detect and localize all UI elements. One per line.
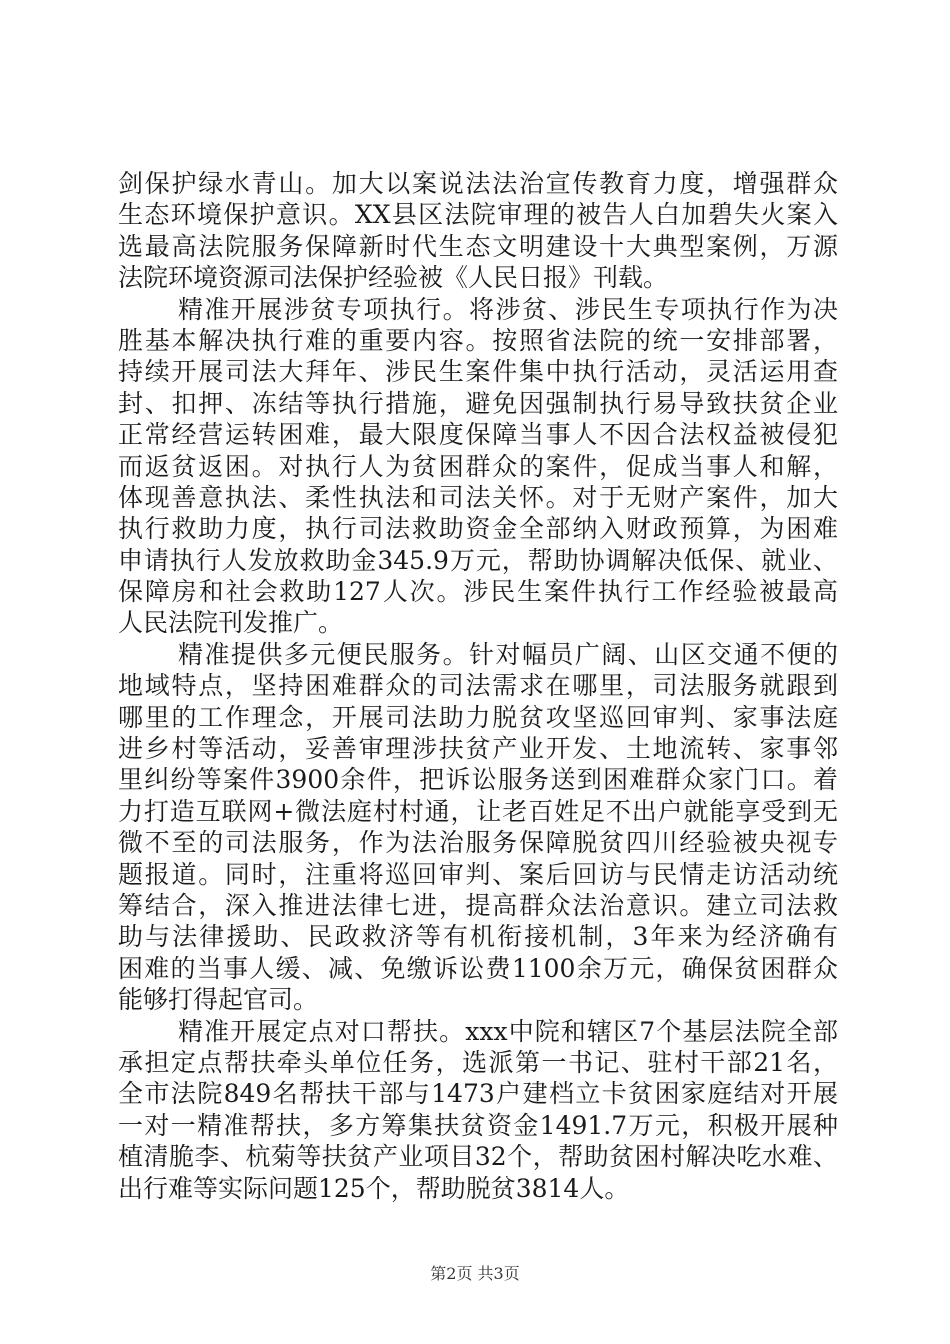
paragraph-line: 选最高法院服务保障新时代生态文明建设十大典型案例，万源 <box>118 231 838 261</box>
paragraph-line: 精准开展涉贫专项执行。将涉贫、涉民生专项执行作为决 <box>178 294 838 324</box>
page-number-footer: 第2页 共3页 <box>430 1264 520 1283</box>
paragraph-line: 出行难等实际问题125个，帮助脱贫3814人。 <box>118 1173 630 1203</box>
paragraph-line: 而返贫返困。对执行人为贫困群众的案件，促成当事人和解， <box>118 451 838 481</box>
paragraph-line: 哪里的工作理念，开展司法助力脱贫攻坚巡回审判、家事法庭 <box>118 702 838 732</box>
paragraph-line: 进乡村等活动，妥善审理涉扶贫产业开发、土地流转、家事邻 <box>118 734 838 764</box>
paragraph-line: 封、扣押、冻结等执行措施，避免因强制执行易导致扶贫企业 <box>118 388 838 418</box>
paragraph-line: 精准开展定点对口帮扶。xxx中院和辖区7个基层法院全部 <box>178 1016 838 1046</box>
paragraph-line: 困难的当事人缓、减、免缴诉讼费1100余万元，确保贫困群众 <box>118 953 838 983</box>
paragraph-line: 剑保护绿水青山。加大以案说法法治宣传教育力度，增强群众 <box>118 169 838 198</box>
paragraph-line: 正常经营运转困难，最大限度保障当事人不因合法权益被侵犯 <box>118 420 838 450</box>
paragraph-line: 保障房和社会救助127人次。涉民生案件执行工作经验被最高 <box>118 577 838 607</box>
paragraph-line: 能够打得起官司。 <box>118 985 319 1015</box>
paragraph-line: 法院环境资源司法保护经验被《人民日报》刊载。 <box>118 263 669 293</box>
paragraph-line: 执行救助力度，执行司法救助资金全部纳入财政预算，为困难 <box>118 514 838 544</box>
paragraph-line: 精准提供多元便民服务。针对幅员广阔、山区交通不便的 <box>178 639 838 669</box>
paragraph-line: 申请执行人发放救助金345.9万元，帮助协调解决低保、就业、 <box>118 545 838 575</box>
paragraph-line: 一对一精准帮扶，多方筹集扶贫资金1491.7万元，积极开展种 <box>118 1110 838 1140</box>
paragraph-line: 生态环境保护意识。XX县区法院审理的被告人白加碧失火案入 <box>118 200 838 230</box>
document-body <box>118 168 838 1204</box>
paragraph-line: 题报道。同时，注重将巡回审判、案后回访与民情走访活动统 <box>118 859 838 889</box>
paragraph-line: 力打造互联网+微法庭村村通，让老百姓足不出户就能享受到无 <box>118 796 838 826</box>
paragraph-line: 助与法律援助、民政救济等有机衔接机制，3年来为经济确有 <box>118 922 838 952</box>
paragraph-line: 里纠纷等案件3900余件，把诉讼服务送到困难群众家门口。着 <box>118 765 838 795</box>
paragraph-line: 人民法院刊发推广。 <box>118 608 344 638</box>
paragraph-line: 微不至的司法服务，作为法治服务保障脱贫四川经验被央视专 <box>118 828 838 858</box>
paragraph-line: 筹结合，深入推进法律七进，提高群众法治意识。建立司法救 <box>118 890 838 920</box>
paragraph-line: 全市法院849名帮扶干部与1473户建档立卡贫困家庭结对开展 <box>118 1079 838 1109</box>
paragraph-line: 地域特点，坚持困难群众的司法需求在哪里，司法服务就跟到 <box>118 671 838 701</box>
paragraph-line: 持续开展司法大拜年、涉民生案件集中执行活动，灵活运用查 <box>118 357 838 387</box>
paragraph-line: 承担定点帮扶牵头单位任务，选派第一书记、驻村干部21名， <box>118 1047 838 1077</box>
paragraph-line: 体现善意执法、柔性执法和司法关怀。对于无财产案件，加大 <box>118 482 838 512</box>
paragraph-line: 胜基本解决执行难的重要内容。按照省法院的统一安排部署， <box>118 325 838 355</box>
paragraph-line: 植清脆李、杭菊等扶贫产业项目32个，帮助贫困村解决吃水难、 <box>118 1142 838 1172</box>
